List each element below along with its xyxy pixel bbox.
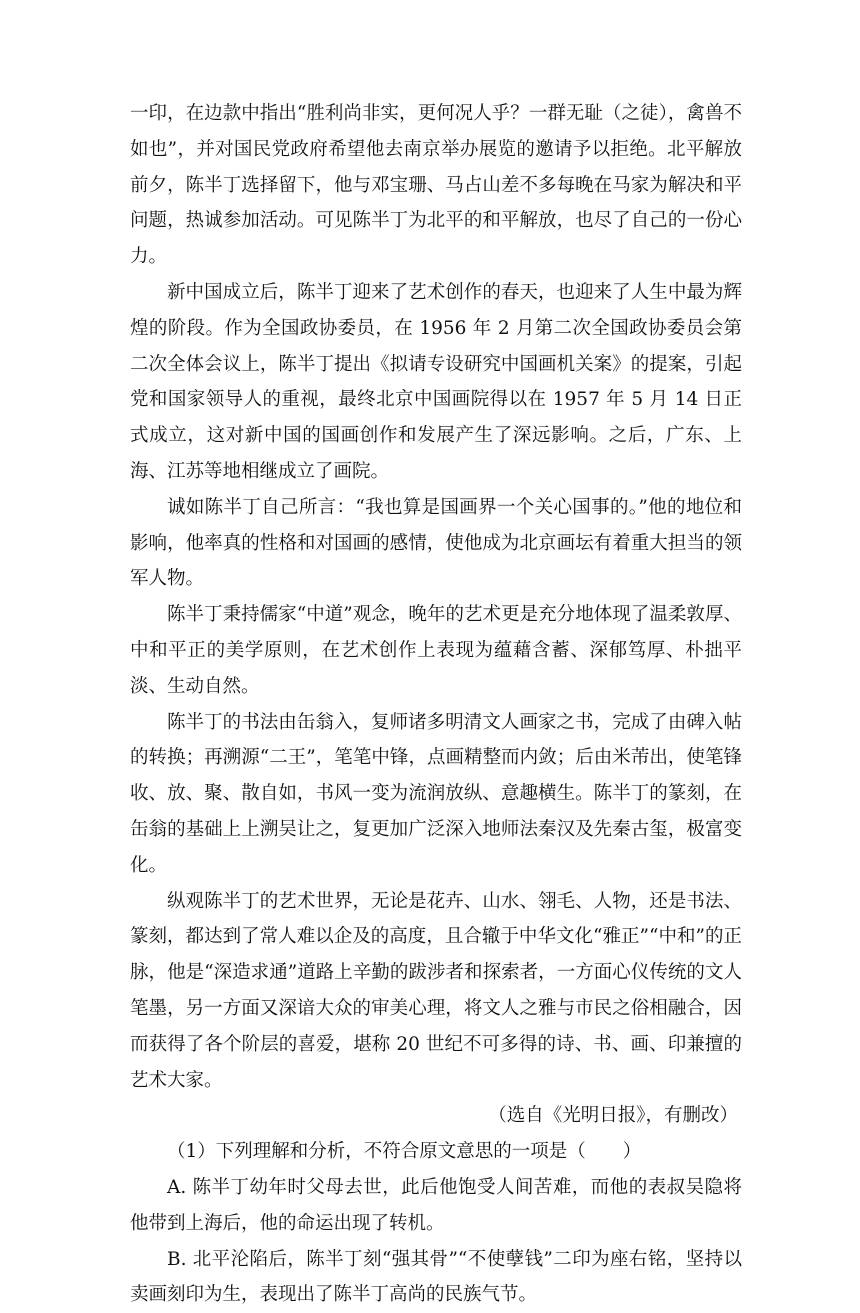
- document-page: [130, 96, 742, 1313]
- option-a: A. 陈半丁幼年时父母去世，此后他饱受人间苦难，而他的表叔吴隐将他带到上海后，他的命运出现了转机。: [130, 1170, 742, 1242]
- paragraph-6: 纵观陈半丁的艺术世界，无论是花卉、山水、翎毛、人物，还是书法、篆刻，都达到了常人难以企及的高度，且合辙于中华文化“雅正”“中和”的正脉，他是“深造求通”道路上辛勤的跋涉者和探索者，一方面心仪传统的文人笔墨，另一方面又深谙大众的审美心理，将文人之雅与市民之俗相融合，因而获得了各个阶层的喜爱，堪称 20 世纪不可多得的诗、书、画、印兼擅的艺术大家。: [130, 884, 742, 1099]
- question-stem: （1）下列理解和分析，不符合原文意思的一项是（ ）: [130, 1134, 742, 1170]
- paragraph-4: 陈半丁秉持儒家“中道”观念，晚年的艺术更是充分地体现了温柔敦厚、中和平正的美学原则，在艺术创作上表现为蕴藉含蓄、深郁笃厚、朴拙平淡、生动自然。: [130, 597, 742, 704]
- paragraph-2: 新中国成立后，陈半丁迎来了艺术创作的春天，也迎来了人生中最为辉煌的阶段。作为全国政协委员，在 1956 年 2 月第二次全国政协委员会第二次全体会议上，陈半丁提出《拟请专设研究中国画机关案》的提案，引起党和国家领导人的重视，最终北京中国画院得以在 1957 年 5 月 14 日正式成立，这对新中国的国画创作和发展产生了深远影响。之后，广东、上海、江苏等地相继成立了画院。: [130, 275, 742, 490]
- source-citation: （选自《光明日报》，有删改）: [130, 1098, 742, 1134]
- paragraph-5: 陈半丁的书法由缶翁入，复师诸多明清文人画家之书，完成了由碑入帖的转换；再溯源“二王”，笔笔中锋，点画精整而内敛；后由米芾出，使笔锋收、放、聚、散自如，书风一变为流润放纵、意趣横生。陈半丁的篆刻，在缶翁的基础上上溯吴让之，复更加广泛深入地师法秦汉及先秦古玺，极富变化。: [130, 705, 742, 884]
- paragraph-1: 一印，在边款中指出“胜利尚非实，更何况人乎？一群无耻（之徒），禽兽不如也”，并对国民党政府希望他去南京举办展览的邀请予以拒绝。北平解放前夕，陈半丁选择留下，他与邓宝珊、马占山差不多每晚在马家为解决和平问题，热诚参加活动。可见陈半丁为北平的和平解放，也尽了自己的一份心力。: [130, 96, 742, 275]
- option-b: B. 北平沦陷后，陈半丁刻“强其骨”“不使孽钱”二印为座右铭，坚持以卖画刻印为生，表现出了陈半丁高尚的民族气节。: [130, 1242, 742, 1313]
- paragraph-3: 诚如陈半丁自己所言：“我也算是国画界一个关心国事的。”他的地位和影响，他率真的性格和对国画的感情，使他成为北京画坛有着重大担当的领军人物。: [130, 490, 742, 597]
